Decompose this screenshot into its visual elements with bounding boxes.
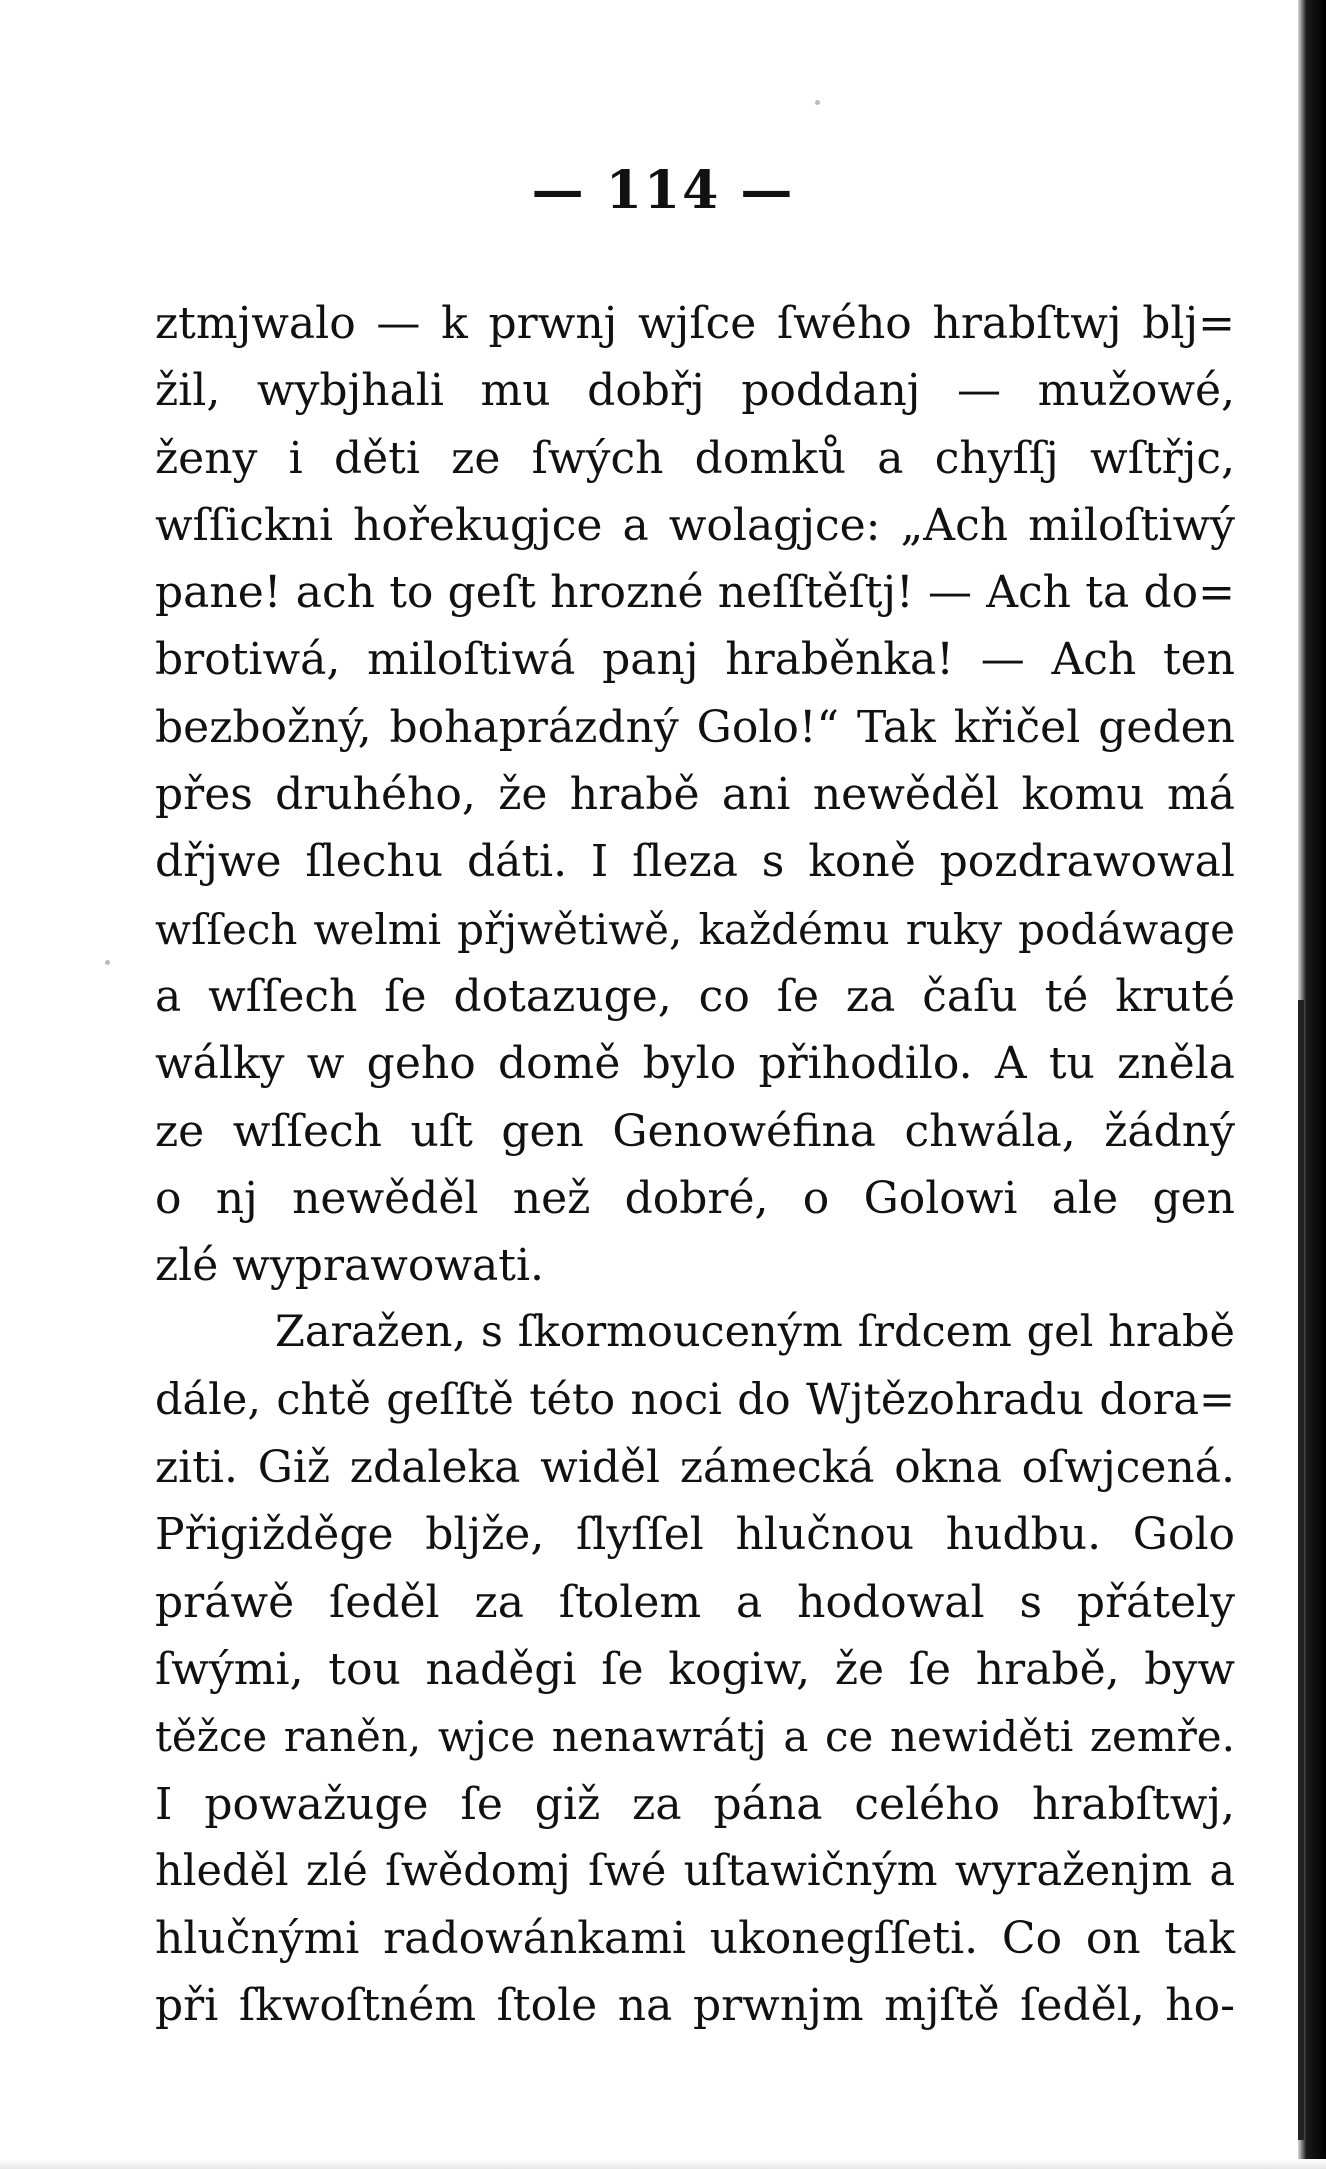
paper-speck — [815, 100, 820, 105]
text-line: ziti. Giž zdaleka widěl zámecká okna oſwjcená. — [155, 1442, 1235, 1494]
text-line: při ſkwoſtném ſtole na prwnjm mjſtě ſeděl, ho- — [155, 1980, 1235, 2032]
text-line: ztmjwalo — k prwnj wjſce ſwého hrabſtwj blj= — [155, 298, 1235, 349]
text-line: žil, wybjhali mu dobřj poddanj — mužowé, — [155, 365, 1235, 417]
text-line: bezbožný, bohaprázdný Golo!“ Tak křičel geden — [155, 701, 1235, 753]
text-line: zlé wyprawowati. — [155, 1240, 545, 1292]
text-line: I powažuge ſe giž za pána celého hrabſtwj, — [155, 1778, 1235, 1830]
body-text — [155, 290, 1235, 2040]
text-line: o nj newěděl než dobré, o Golowi ale gen — [155, 1172, 1235, 1224]
text-line: a wſſech ſe dotazuge, co ſe za čaſu té kruté — [155, 970, 1235, 1022]
text-line: hlučnými radowánkami ukonegſſeti. Co on tak — [155, 1913, 1235, 1965]
text-line: pane! ach to geſt hrozné neſſtěſtj! — Ach ta do= — [155, 567, 1235, 619]
text-line: ſwými, tou naděgi ſe kogiw, že ſe hrabě, byw — [155, 1643, 1235, 1695]
page-number: — 114 — — [531, 160, 795, 221]
page-bottom-edge — [0, 2159, 1326, 2169]
text-line: wálky w geho domě bylo přihodilo. A tu zněla — [155, 1038, 1235, 1090]
binding-edge-line — [1298, 1000, 1304, 2140]
text-line: Přigižděge bljže, ſlyſſel hlučnou hudbu. Golo — [155, 1509, 1235, 1561]
text-line: dále, chtě geſſtě této noci do Wjtězohradu dora= — [155, 1374, 1235, 1425]
text-line: ze wſſech uſt gen Genowéfina chwála, žádný — [155, 1105, 1235, 1157]
text-line: wſſech welmi přjwětiwě, každému ruky podáwage — [155, 904, 1235, 954]
text-line: wſſickni hořekugjce a wolagjce: „Ach miloſtiwý — [155, 499, 1235, 551]
text-line: brotiwá, miloſtiwá panj hraběnka! — Ach ten — [155, 634, 1235, 686]
text-line: práwě ſeděl za ſtolem a hodowal s přátely — [155, 1576, 1235, 1628]
text-line: přes druhého, že hrabě ani newěděl komu má — [155, 769, 1235, 821]
paper-speck — [105, 960, 110, 965]
text-line: dřjwe ſlechu dáti. I ſleza s koně pozdrawowal — [155, 836, 1235, 888]
text-line: hleděl zlé ſwědomj ſwé uſtawičným wyraženjm a — [155, 1845, 1235, 1896]
text-line: těžce raněn, wjce nenawrátj a ce newiděti zemře. — [155, 1712, 1235, 1762]
text-line: Zaražen, s ſkormouceným ſrdcem gel hrabě — [275, 1307, 1235, 1358]
text-line: ženy i děti ze ſwých domků a chyſſj wſtřjc, — [155, 432, 1235, 484]
